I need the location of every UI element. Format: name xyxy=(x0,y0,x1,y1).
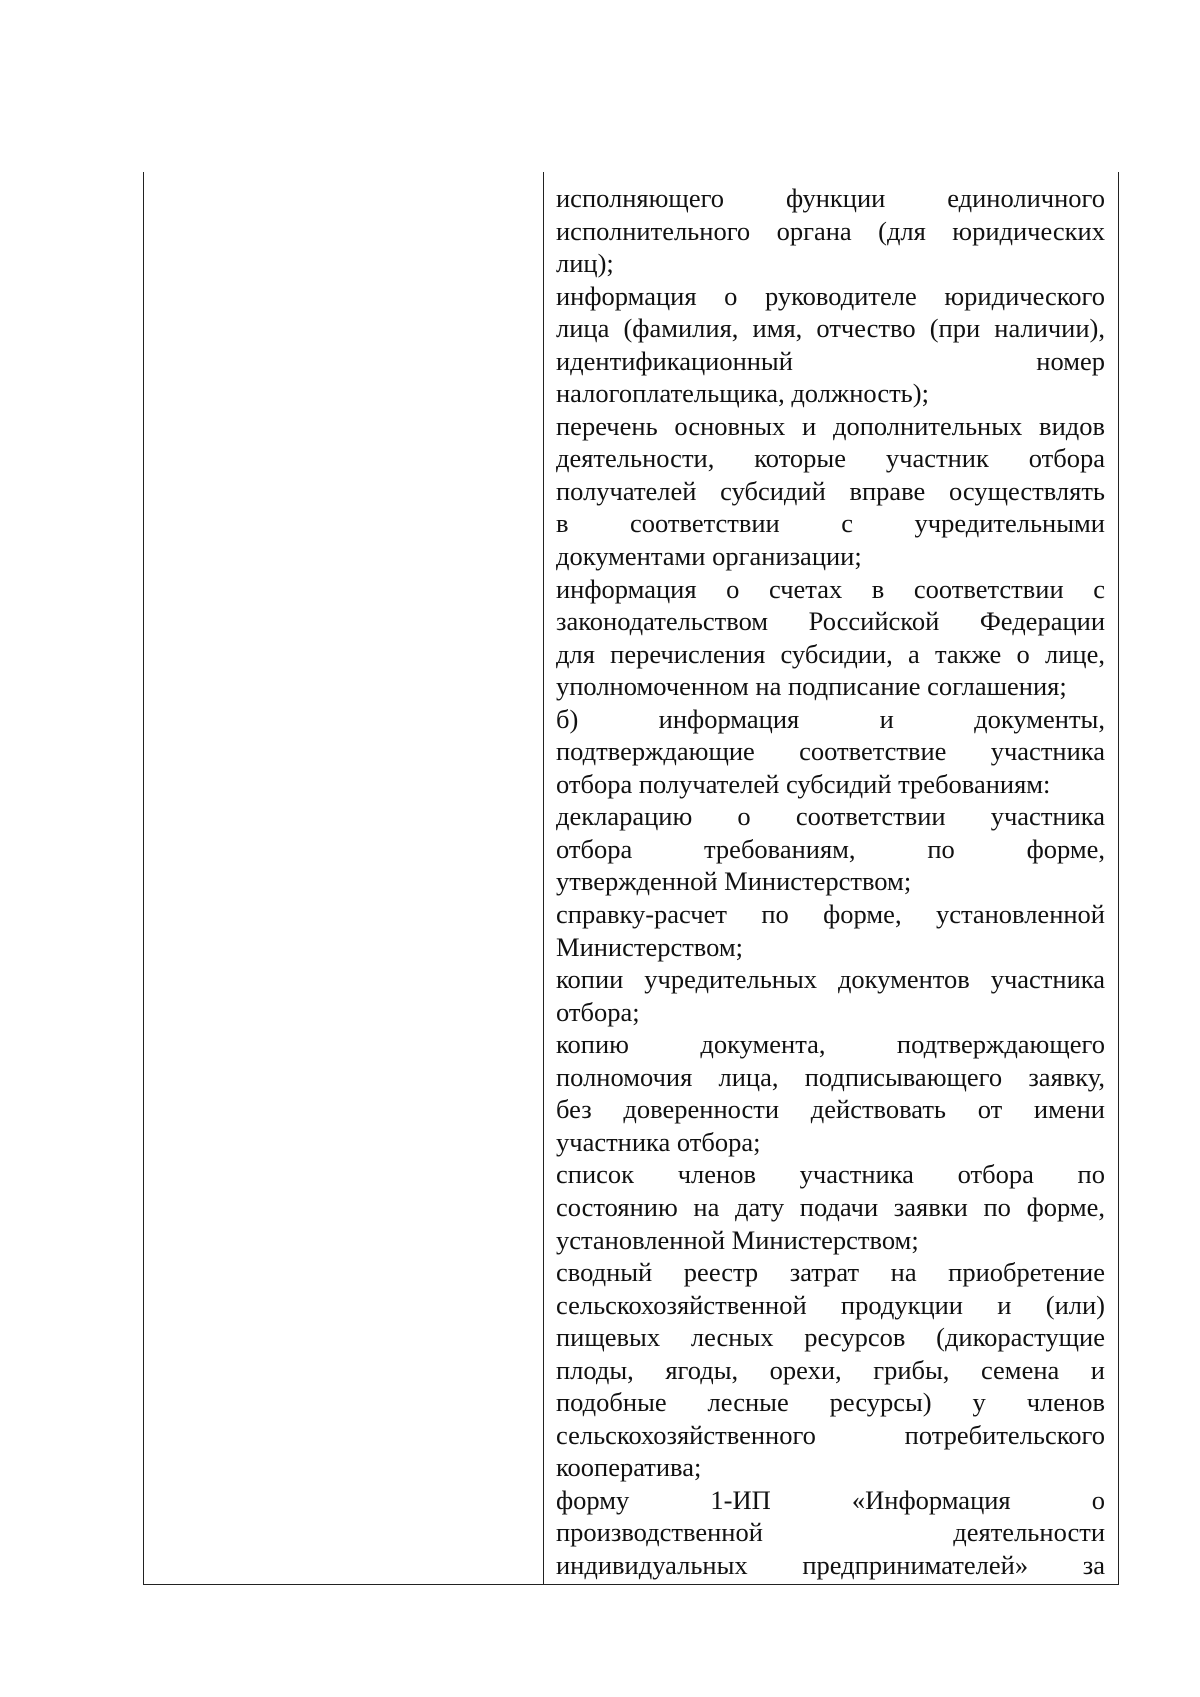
text-line: копии учредительных документов участника xyxy=(556,964,1105,995)
text-line: уполномоченном на подписание соглашения; xyxy=(556,671,1067,702)
text-line: производственной деятельности xyxy=(556,1517,1105,1548)
text-line: Министерством; xyxy=(556,931,744,962)
text-line: список членов участника отбора по xyxy=(556,1159,1105,1190)
text-line: подобные лесные ресурсы) у членов xyxy=(556,1387,1105,1418)
text-line: лиц); xyxy=(556,248,614,279)
text-line: индивидуальных предпринимателей» за xyxy=(556,1549,1105,1580)
text-line: утвержденной Министерством; xyxy=(556,866,912,897)
table-right-cell xyxy=(544,172,1117,1584)
table-left-cell xyxy=(144,172,544,1584)
text-line: деятельности, которые участник отбора xyxy=(556,443,1105,474)
text-line: законодательством Российской Федерации xyxy=(556,606,1105,637)
text-line: сельскохозяйственной продукции и (или) xyxy=(556,1289,1105,1320)
text-line: в соответствии с учредительными xyxy=(556,508,1105,539)
text-line: сельскохозяйственного потребительского xyxy=(556,1419,1105,1450)
text-line: полномочия лица, подписывающего заявку, xyxy=(556,1061,1105,1092)
text-line: исполнительного органа (для юридических xyxy=(556,215,1105,246)
text-line: форму 1-ИП «Информация о xyxy=(556,1484,1105,1515)
text-line: информация о счетах в соответствии с xyxy=(556,573,1105,604)
paragraph xyxy=(556,1256,1105,1484)
text-line: справку-расчет по форме, установленной xyxy=(556,899,1105,930)
document-table xyxy=(143,172,1119,1585)
paragraph xyxy=(556,800,1105,898)
text-line: б) информация и документы, xyxy=(556,703,1105,734)
text-line: отбора требованиям, по форме, xyxy=(556,833,1105,864)
paragraph xyxy=(556,1158,1105,1256)
text-line: пищевых лесных ресурсов (дикорастущие xyxy=(556,1322,1105,1353)
text-line: без доверенности действовать от имени xyxy=(556,1094,1105,1125)
text-line: документами организации; xyxy=(556,541,862,572)
paragraph xyxy=(556,1484,1105,1582)
text-line: декларацию о соответствии участника xyxy=(556,801,1105,832)
paragraph xyxy=(556,182,1105,280)
text-line: сводный реестр затрат на приобретение xyxy=(556,1257,1105,1288)
text-line: идентификационный номер xyxy=(556,345,1105,376)
text-line: налогоплательщика, должность); xyxy=(556,378,929,409)
text-line: перечень основных и дополнительных видов xyxy=(556,410,1105,441)
paragraph xyxy=(556,280,1105,410)
text-line: для перечисления субсидии, а также о лице, xyxy=(556,638,1105,669)
text-line: подтверждающие соответствие участника xyxy=(556,736,1105,767)
paragraph xyxy=(556,1028,1105,1158)
text-line: лица (фамилия, имя, отчество (при наличии), xyxy=(556,313,1105,344)
text-line: копию документа, подтверждающего xyxy=(556,1029,1105,1060)
text-line: плоды, ягоды, орехи, грибы, семена и xyxy=(556,1354,1105,1385)
paragraph xyxy=(556,410,1105,573)
requirements-text xyxy=(556,182,1105,1582)
paragraph xyxy=(556,703,1105,801)
text-line: кооператива; xyxy=(556,1452,702,1483)
paragraph xyxy=(556,573,1105,703)
text-line: участника отбора; xyxy=(556,1126,761,1157)
paragraph xyxy=(556,963,1105,1028)
paragraph xyxy=(556,898,1105,963)
text-line: получателей субсидий вправе осуществлять xyxy=(556,475,1105,506)
text-line: отбора; xyxy=(556,996,640,1027)
text-line: установленной Министерством; xyxy=(556,1224,919,1255)
text-line: исполняющего функции единоличного xyxy=(556,183,1105,213)
text-line: состоянию на дату подачи заявки по форме, xyxy=(556,1191,1105,1222)
text-line: информация о руководителе юридического xyxy=(556,280,1105,311)
text-line: отбора получателей субсидий требованиям: xyxy=(556,768,1051,799)
